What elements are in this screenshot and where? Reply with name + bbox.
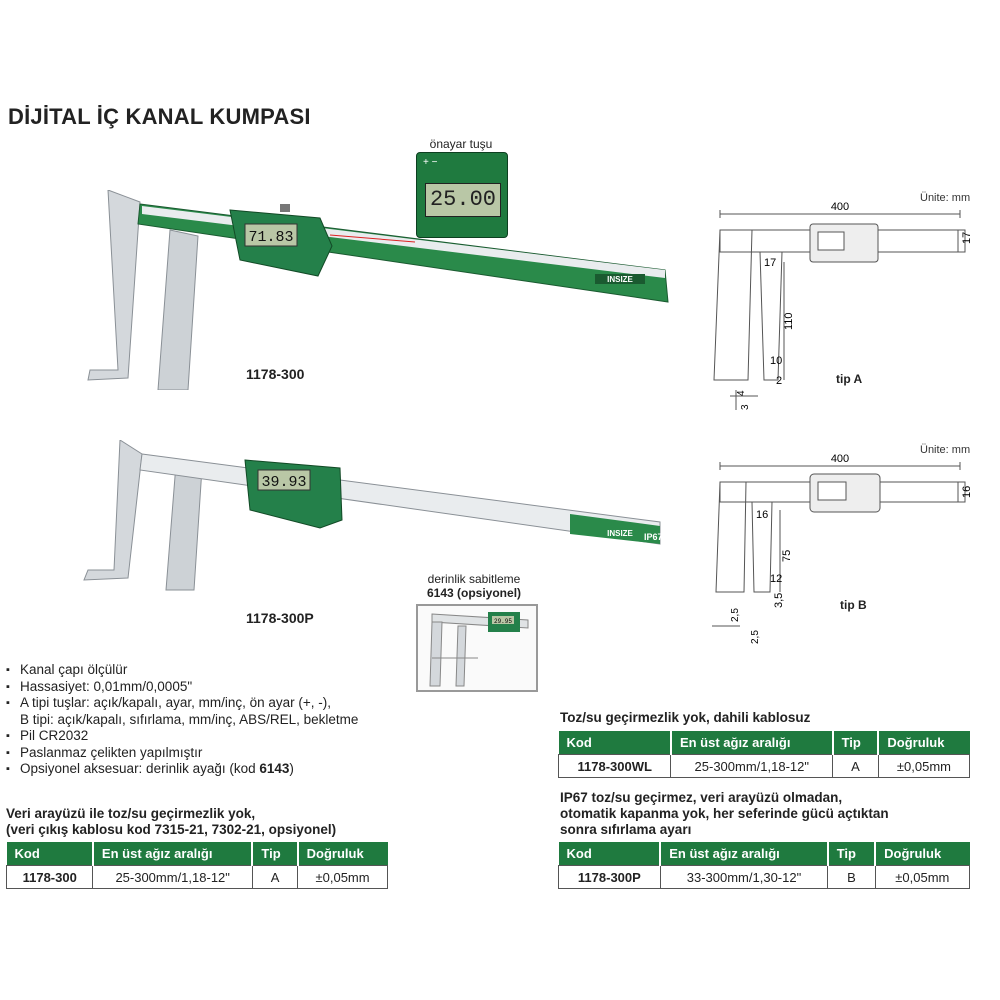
col-header: En üst ağız aralığı: [671, 731, 833, 755]
cell-code: 1178-300: [7, 866, 93, 889]
table-left-heading: [6, 806, 336, 838]
depth-inset-code: 6143: [426, 586, 454, 600]
brand-label-top: INSIZE: [607, 275, 633, 284]
table-row: [559, 755, 970, 778]
depth-inset-image: [416, 604, 538, 692]
cell-accuracy: ±0,05mm: [298, 866, 388, 889]
dim-w-a: 4: [736, 390, 747, 396]
dim-small-a: 2: [776, 375, 783, 387]
depth-inset-suffix: (opsiyonel): [457, 586, 522, 600]
cell-type: B: [828, 866, 875, 889]
cell-code: 1178-300WL: [559, 755, 671, 778]
feature-list: [6, 662, 358, 778]
table-row: [559, 866, 970, 889]
cell-range: 25-300mm/1,18-12": [671, 755, 833, 778]
table-right-top-heading: Toz/su geçirmezlik yok, dahili kablosuz: [560, 710, 811, 725]
feature-item: ▪ Pil CR2032: [6, 728, 358, 745]
feature-item: ▪ Kanal çapı ölçülür: [6, 662, 358, 679]
cell-type: A: [252, 866, 297, 889]
heading-line: (veri çıkış kablosu kod 7315-21, 7302-21, opsiyonel): [6, 822, 337, 837]
preset-inset-image: [416, 152, 508, 238]
cell-accuracy: ±0,05mm: [875, 866, 969, 889]
col-header: Tip: [252, 842, 297, 866]
table-right-bottom-heading: [560, 790, 889, 838]
model-label-top: 1178-300: [246, 366, 305, 382]
cell-type: A: [833, 755, 879, 778]
page-title: DİJİTAL İÇ KANAL KUMPASI: [8, 104, 311, 129]
spec-table-right-top: [558, 731, 970, 778]
preset-display: 25.00: [425, 183, 501, 217]
feature-close: ): [289, 761, 294, 776]
depth-inset-display: 29.95: [493, 618, 513, 625]
tip-b-label: tip B: [840, 598, 867, 612]
feature-item: ▪ Paslanmaz çelikten yapılmıştır: [6, 745, 358, 762]
brand-label-bottom: INSIZE: [607, 529, 633, 538]
cell-range: 25-300mm/1,18-12": [93, 866, 253, 889]
heading-line: IP67 toz/su geçirmez, veri arayüzü olmadan,: [560, 790, 843, 805]
dim-length-a: 400: [830, 201, 850, 213]
col-header: Kod: [7, 842, 93, 866]
preset-keys: + −: [423, 157, 438, 168]
col-header: Doğruluk: [875, 842, 969, 866]
spec-table-right-bottom: [558, 842, 970, 889]
spec-table-left: [6, 842, 388, 889]
cell-code: 1178-300P: [559, 866, 661, 889]
depth-inset-line1: derinlik sabitleme: [427, 572, 521, 586]
feature-item: [6, 761, 358, 778]
caliper-image-top: [80, 190, 680, 390]
dim-height-a: 17: [961, 231, 973, 244]
col-header: Kod: [559, 731, 671, 755]
feature-code: 6143: [259, 761, 290, 776]
dim-h-a: 3: [740, 404, 751, 410]
col-header: En üst ağız aralığı: [660, 842, 827, 866]
feature-item: ▪ Hassasiyet: 0,01mm/0,0005": [6, 679, 358, 696]
dim-inner-a: 17: [764, 257, 777, 269]
top-caliper-display: 71.83: [248, 229, 294, 246]
tip-a-label: tip A: [836, 372, 863, 386]
table-row: [7, 866, 388, 889]
heading-line: sonra sıfırlama ayarı: [560, 822, 692, 837]
depth-inset-label: [412, 572, 536, 600]
cell-range: 33-300mm/1,30-12": [660, 866, 827, 889]
unit-label-b: Ünite: mm: [920, 444, 971, 456]
model-label-bottom: 1178-300P: [246, 610, 314, 626]
dim-inner-b: 16: [756, 509, 769, 521]
caliper-image-bottom: [80, 440, 670, 600]
col-header: Doğruluk: [878, 731, 969, 755]
heading-line: Veri arayüzü ile toz/su geçirmezlik yok,: [6, 806, 256, 821]
dim-depth-a: 110: [783, 312, 795, 330]
diagram-tip-b: [700, 452, 980, 652]
dim-w-b: 2,5: [730, 608, 741, 622]
dim-length-b: 400: [830, 453, 850, 465]
col-header: En üst ağız aralığı: [93, 842, 253, 866]
dim-small-b: 3,5: [773, 592, 785, 608]
bottom-caliper-display: 39.93: [261, 474, 307, 491]
col-header: Tip: [833, 731, 879, 755]
unit-label-a: Ünite: mm: [920, 192, 971, 204]
col-header: Kod: [559, 842, 661, 866]
dim-depth-b: 75: [781, 549, 793, 562]
col-header: Tip: [828, 842, 875, 866]
feature-item: ▪ A tipi tuşlar: açık/kapalı, ayar, mm/inç, ön ayar (+, -),: [6, 695, 358, 712]
diagram-tip-a: [700, 200, 980, 420]
dim-h-b: 2,5: [750, 630, 761, 644]
cell-accuracy: ±0,05mm: [878, 755, 969, 778]
preset-inset-label: önayar tuşu: [429, 137, 493, 151]
heading-line: otomatik kapanma yok, her seferinde gücü açtıktan: [560, 806, 889, 821]
feature-item: B tipi: açık/kapalı, sıfırlama, mm/inç, ABS/REL, bekletme: [20, 711, 359, 727]
dim-tip-a: 10: [770, 355, 783, 367]
dim-tip-b: 12: [770, 573, 783, 585]
feature-text: Opsiyonel aksesuar: derinlik ayağı (kod: [20, 761, 260, 776]
ip-label: IP67: [644, 532, 663, 542]
dim-height-b: 16: [961, 485, 973, 498]
col-header: Doğruluk: [298, 842, 388, 866]
